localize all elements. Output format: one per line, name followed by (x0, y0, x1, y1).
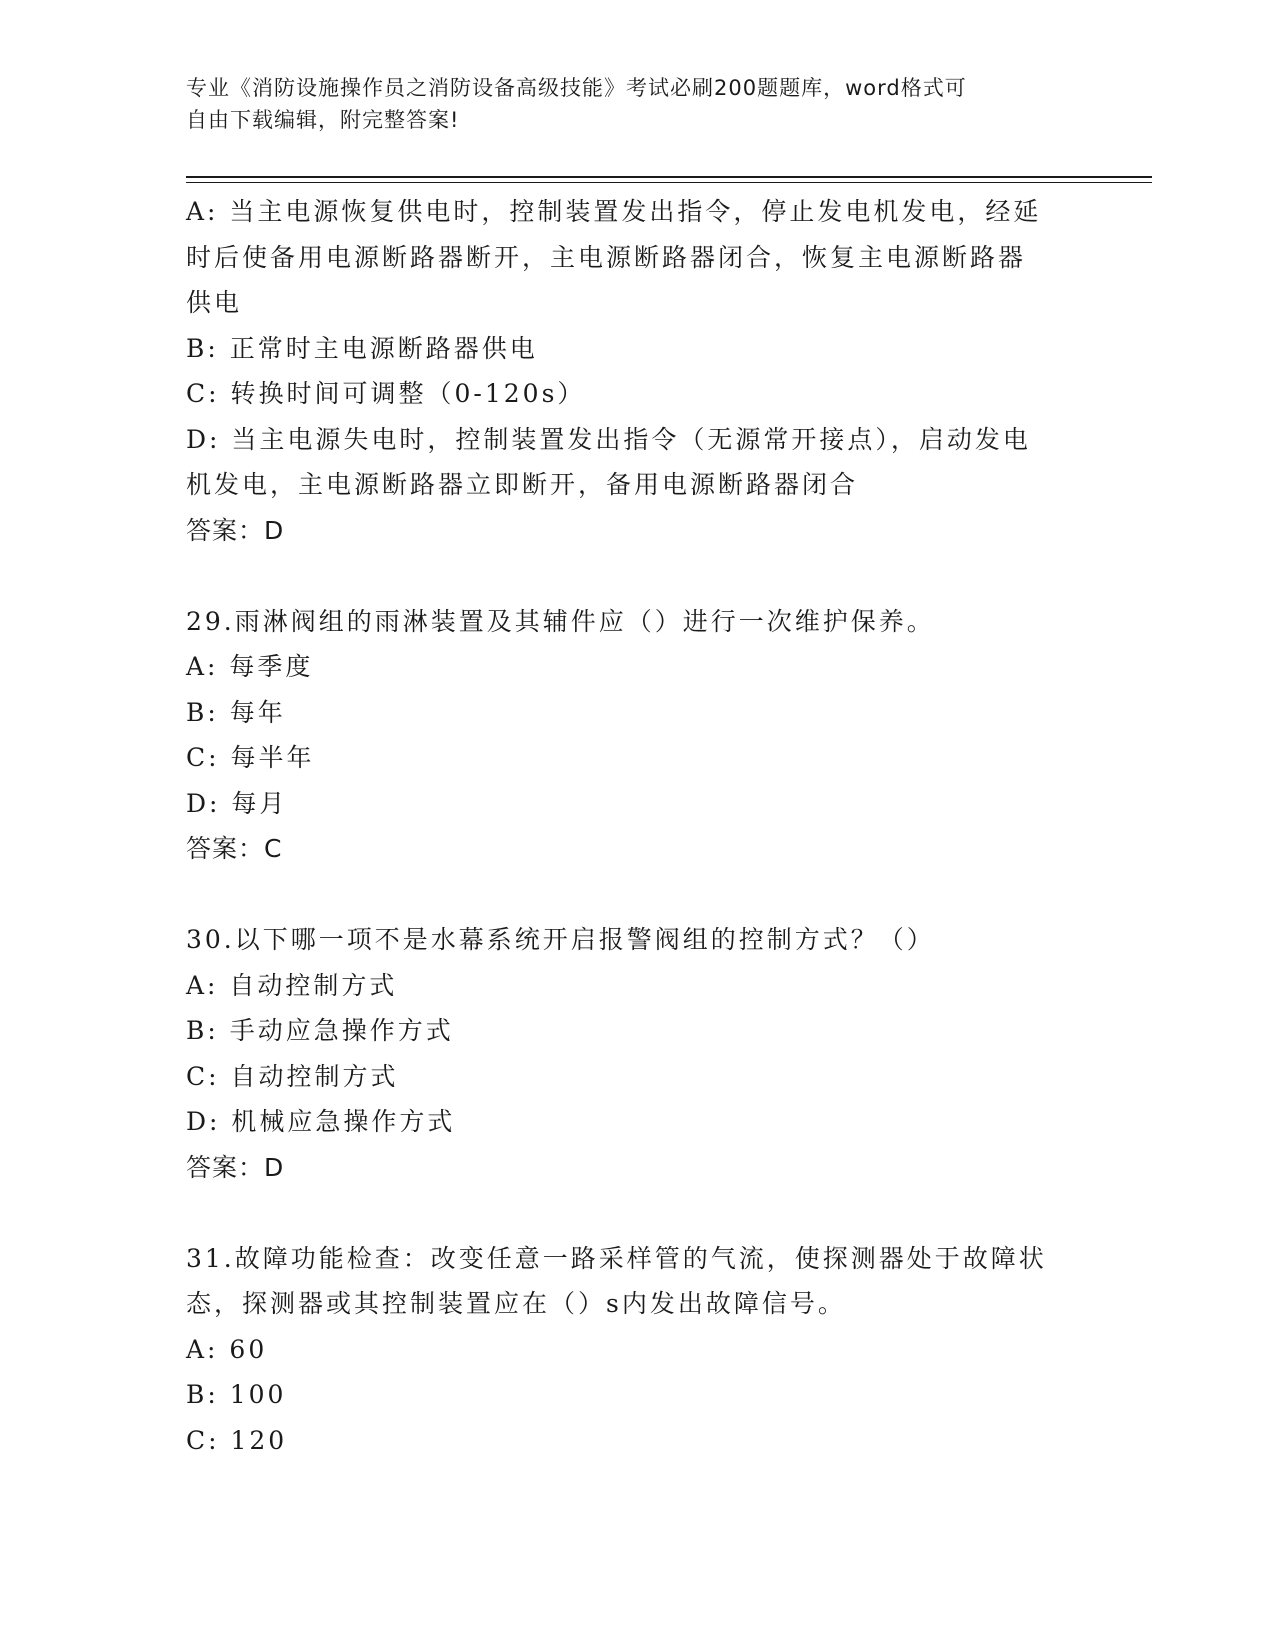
question-29-block (186, 599, 1086, 872)
q30-option-a: A: 自动控制方式 (186, 970, 398, 1000)
q28-option-a-line-3: 供电 (186, 288, 243, 317)
spacer (186, 872, 1086, 918)
q28-option-a-line-1: A: 当主电源恢复供电时，控制装置发出指令，停止发电机发电，经延 (186, 197, 1042, 226)
q31-option-b: B: 100 (186, 1380, 287, 1409)
q31-question-line-1: 31.故障功能检查：改变任意一路采样管的气流，使探测器处于故障状 (186, 1243, 1047, 1273)
header-divider-thick (186, 176, 1152, 178)
q31-option-a: A: 60 (186, 1334, 268, 1364)
header-line-1: 专业《消防设施操作员之消防设备高级技能》考试必刷200题题库，word格式可 (186, 76, 967, 100)
question-31-block (186, 1236, 1086, 1464)
q29-option-d: D: 每月 (186, 788, 288, 818)
q28-option-a-line-2: 时后使备用电源断路器断开，主电源断路器闭合，恢复主电源断路器 (186, 242, 1027, 272)
q29-option-c: C: 每半年 (186, 743, 315, 772)
q28-option-d-line-1: D: 当主电源失电时，控制装置发出指令（无源常开接点），启动发电 (186, 424, 1031, 454)
q30-option-d: D: 机械应急操作方式 (186, 1107, 456, 1136)
q31-option-c: C: 120 (186, 1425, 288, 1455)
q28-option-c: C: 转换时间可调整（0-120s） (186, 379, 586, 408)
q28-option-b: B: 正常时主电源断路器供电 (186, 333, 538, 363)
q29-option-a: A: 每季度 (186, 652, 314, 681)
question-list (186, 189, 1086, 1463)
q30-question: 30.以下哪一项不是水幕系统开启报警阀组的控制方式？（） (186, 925, 935, 954)
q29-option-b: B: 每年 (186, 697, 286, 727)
q28-option-d-line-2: 机发电，主电源断路器立即断开，备用电源断路器闭合 (186, 470, 859, 499)
question-28-block (186, 189, 1086, 553)
q30-option-c: C: 自动控制方式 (186, 1061, 399, 1091)
spacer (186, 553, 1086, 599)
q30-option-b: B: 手动应急操作方式 (186, 1016, 454, 1045)
header-divider-thin (186, 182, 1152, 183)
header-line-2: 自由下载编辑，附完整答案! (186, 108, 460, 132)
q29-question: 29.雨淋阀组的雨淋装置及其辅件应（）进行一次维护保养。 (186, 606, 935, 636)
q31-question-line-2: 态，探测器或其控制装置应在（）s内发出故障信号。 (186, 1289, 846, 1318)
question-30-block (186, 917, 1086, 1190)
spacer (186, 1190, 1086, 1236)
document-header (186, 72, 1086, 136)
q30-answer: 答案：D (186, 1152, 285, 1182)
q29-answer: 答案：C (186, 834, 283, 863)
q28-answer: 答案：D (186, 515, 285, 545)
